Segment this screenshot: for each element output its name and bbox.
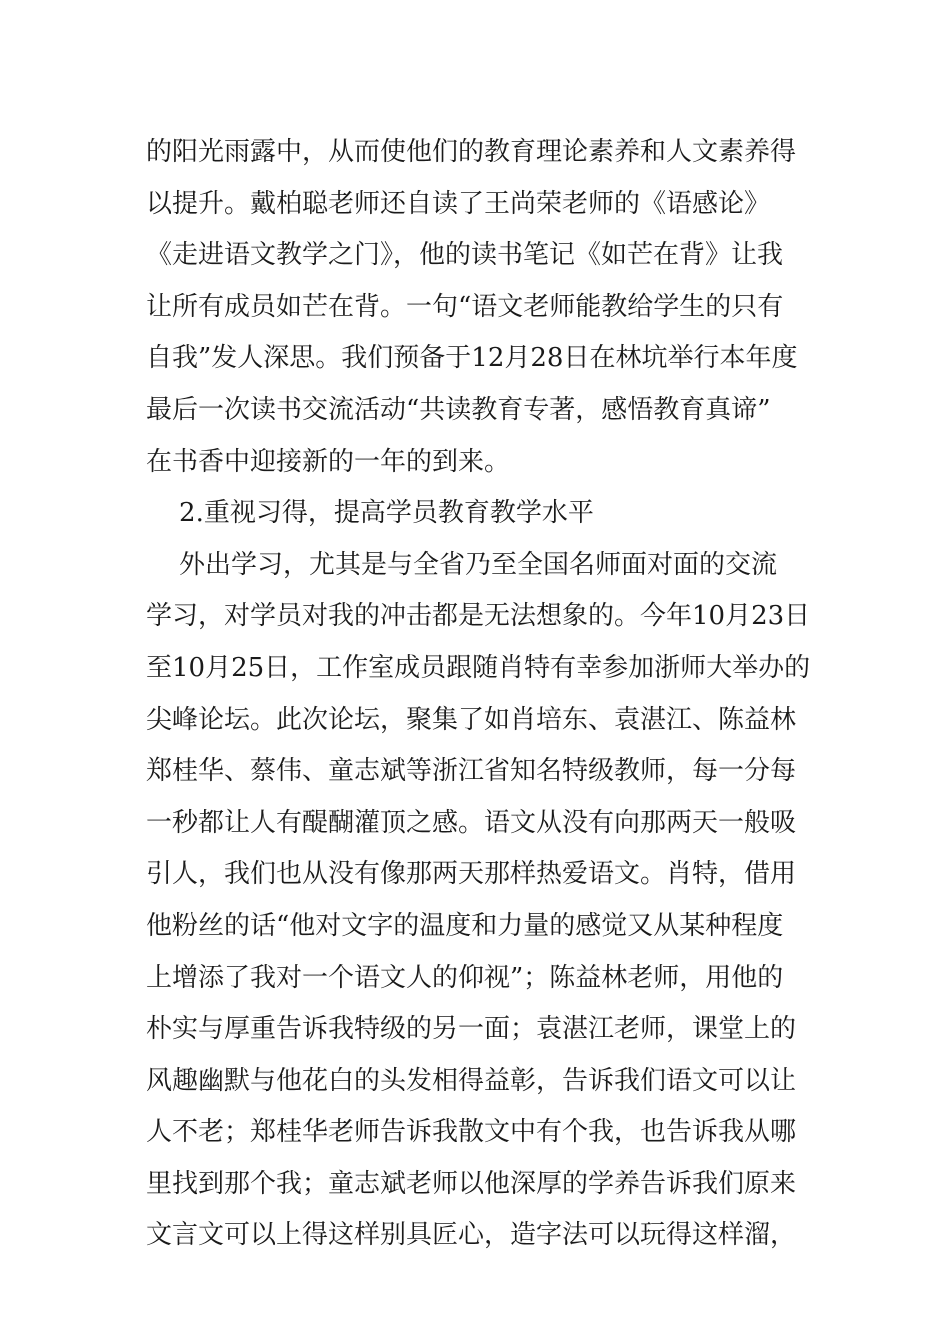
body-text xyxy=(146,127,826,1262)
text-line: 《走进语文教学之门》，他的读书笔记《如芒在背》让我 xyxy=(146,240,784,271)
text-line: 风趣幽默与他花白的头发相得益彰，告诉我们语文可以让 xyxy=(146,1065,797,1096)
section-heading: 2.重视习得，提高学员教育教学水平 xyxy=(146,498,594,529)
text-line: 引人，我们也从没有像那两天那样热爱语文。肖特，借用 xyxy=(146,859,797,890)
text-line: 上增添了我对一个语文人的仰视”；陈益林老师，用他的 xyxy=(146,962,784,993)
text-line: 朴实与厚重告诉我特级的另一面；袁湛江老师，课堂上的 xyxy=(146,1014,797,1045)
text-line: 在书香中迎接新的一年的到来。 xyxy=(146,446,511,477)
text-line: 的阳光雨露中，从而使他们的教育理论素养和人文素养得 xyxy=(146,137,797,167)
text-line: 文言文可以上得这样别具匠心，造字法可以玩得这样溜， xyxy=(146,1220,797,1251)
text-line: 学习，对学员对我的冲击都是无法想象的。今年10月23日 xyxy=(146,601,811,632)
paragraph-first-line: 外出学习，尤其是与全省乃至全国名师面对面的交流 xyxy=(146,549,778,580)
text-line: 自我”发人深思。我们预备于12月28日在林坑举行本年度 xyxy=(146,343,798,374)
text-line: 让所有成员如芒在背。一句“语文老师能教给学生的只有 xyxy=(146,291,784,322)
text-line: 尖峰论坛。此次论坛，聚集了如肖培东、袁湛江、陈益林 xyxy=(146,704,797,735)
text-line: 里找到那个我；童志斌老师以他深厚的学养告诉我们原来 xyxy=(146,1168,797,1199)
text-line: 他粉丝的话“他对文字的温度和力量的感觉又从某种程度 xyxy=(146,910,784,941)
text-line: 最后一次读书交流活动“共读教育专著，感悟教育真谛” xyxy=(146,394,771,425)
text-line: 郑桂华、蔡伟、童志斌等浙江省知名特级教师，每一分每 xyxy=(146,756,797,787)
text-line: 至10月25日，工作室成员跟随肖特有幸参加浙师大举办的 xyxy=(146,652,811,683)
text-line: 一秒都让人有醍醐灌顶之感。语文从没有向那两天一般吸 xyxy=(146,807,797,838)
text-line: 以提升。戴柏聪老师还自读了王尚荣老师的《语感论》 xyxy=(146,188,771,219)
text-line: 人不老；郑桂华老师告诉我散文中有个我，也告诉我从哪 xyxy=(146,1117,797,1148)
